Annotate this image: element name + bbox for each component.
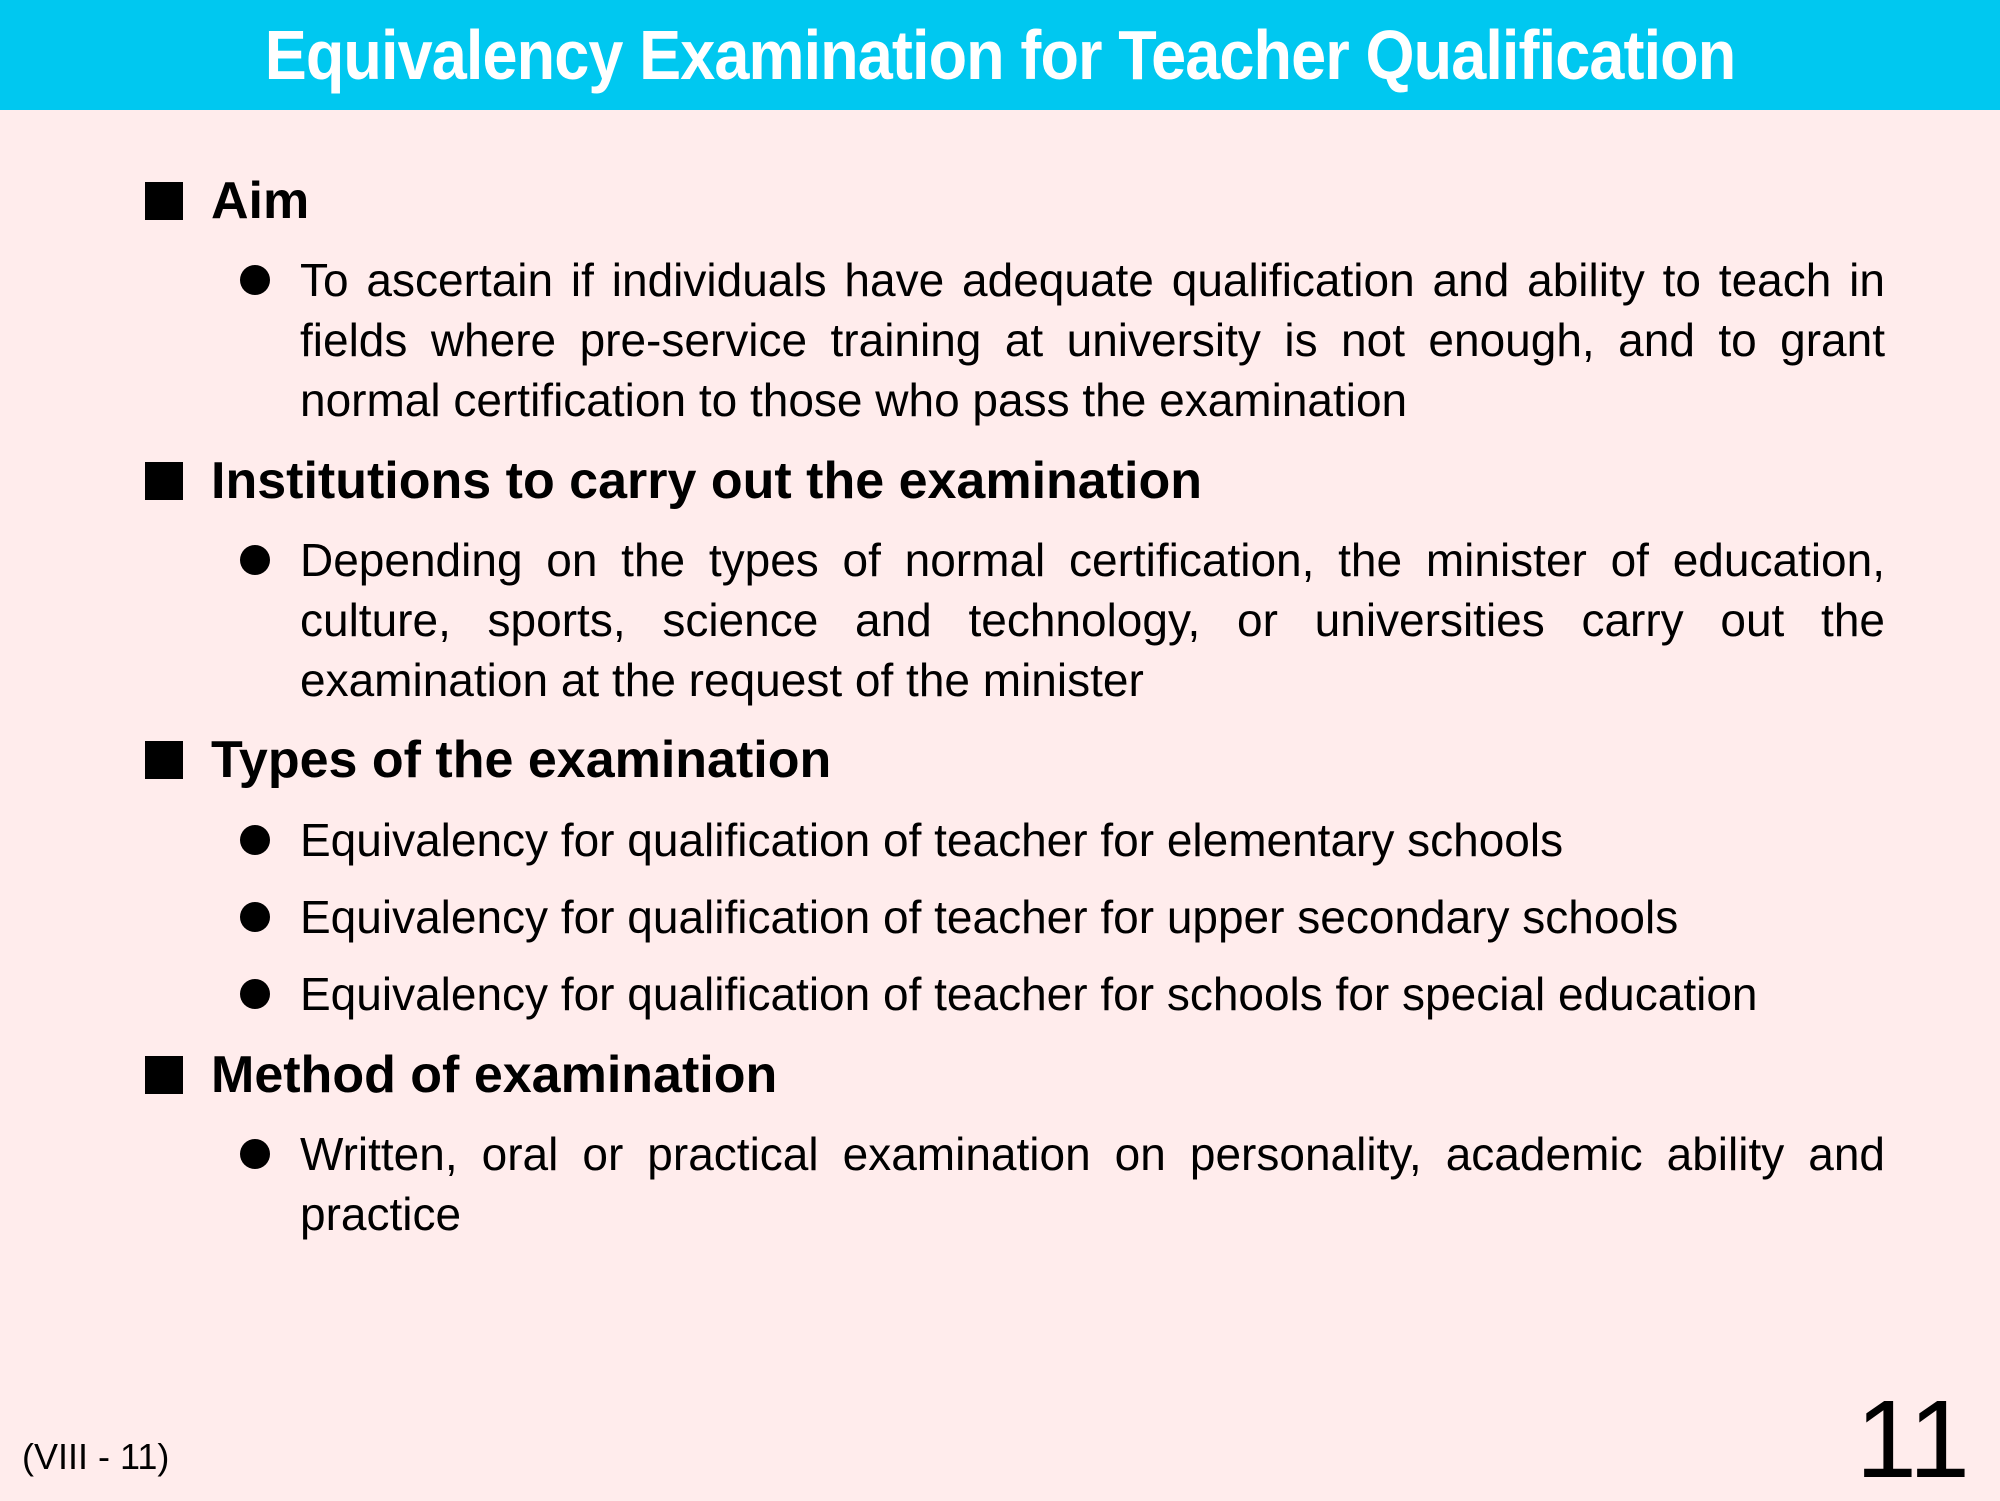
square-bullet-icon — [145, 741, 183, 779]
section-heading-method — [145, 1040, 777, 1110]
page-number: 11 — [1855, 1378, 1970, 1501]
bullet-dot-icon — [240, 545, 270, 575]
bullet-dot-icon — [240, 1139, 270, 1169]
section-heading-text: Aim — [211, 172, 310, 230]
list-item — [240, 887, 1885, 947]
slide-code: (VIII - 11) — [22, 1436, 170, 1477]
bullet-text: Equivalency for qualification of teacher for schools for special education — [300, 968, 1758, 1020]
section-heading-institutions — [145, 446, 1202, 516]
section-heading-aim — [145, 166, 309, 236]
square-bullet-icon — [145, 182, 183, 220]
bullet-dot-icon — [240, 265, 270, 295]
page-title: Equivalency Examination for Teacher Qualification — [264, 16, 1736, 94]
list-item — [240, 530, 1885, 710]
section-heading-text: Institutions to carry out the examination — [211, 452, 1202, 510]
section-heading-text: Types of the examination — [211, 731, 832, 789]
bullet-dot-icon — [240, 979, 270, 1009]
square-bullet-icon — [145, 1056, 183, 1094]
square-bullet-icon — [145, 462, 183, 500]
bullet-text: To ascertain if individuals have adequate qualification and ability to teach in fields where pre-service training at university is not enough, and to grant normal certification to those who pass the examination — [300, 254, 1885, 426]
section-heading-text: Method of examination — [211, 1046, 778, 1104]
bullet-text: Equivalency for qualification of teacher for upper secondary schools — [300, 891, 1679, 943]
bullet-text: Depending on the types of normal certification, the minister of education, culture, sports, science and technology, or universities carry out the examination at the request of the minister — [300, 534, 1885, 706]
list-item — [240, 964, 1885, 1024]
list-item — [240, 1124, 1885, 1244]
bullet-text: Equivalency for qualification of teacher for elementary schools — [300, 814, 1564, 866]
bullet-dot-icon — [240, 825, 270, 855]
bullet-dot-icon — [240, 902, 270, 932]
section-heading-types — [145, 725, 831, 795]
list-item — [240, 250, 1885, 430]
bullet-text: Written, oral or practical examination on personality, academic ability and practice — [300, 1128, 1885, 1240]
list-item — [240, 810, 1885, 870]
